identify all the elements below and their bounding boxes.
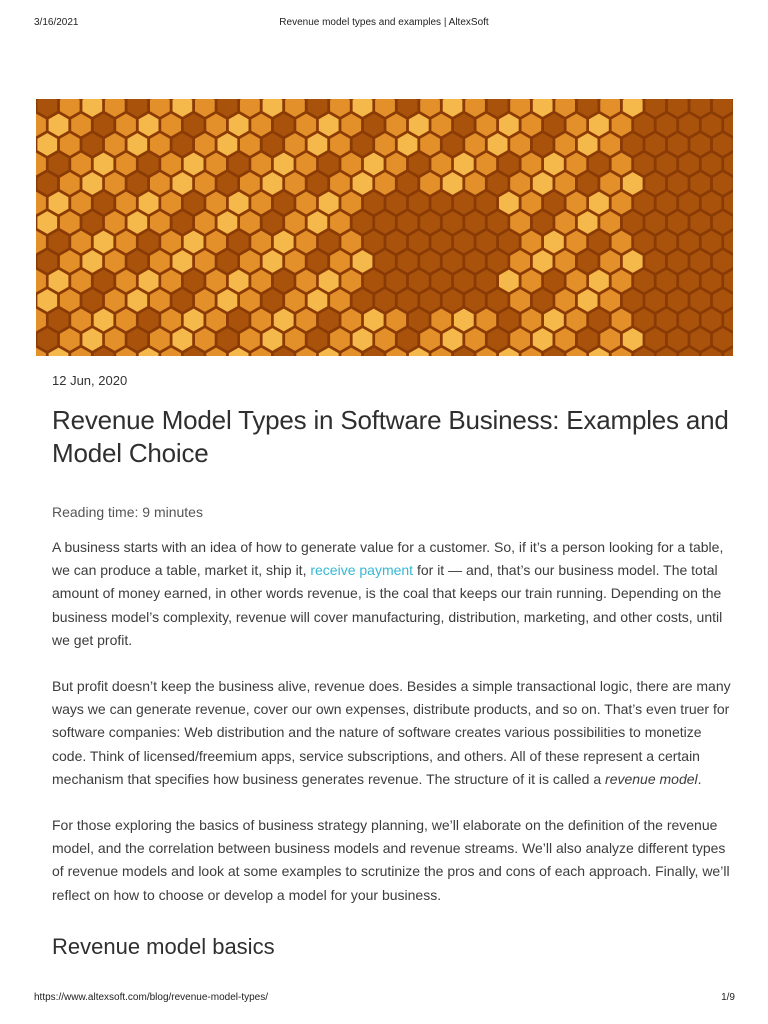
paragraph-text: . xyxy=(697,770,702,787)
print-header xyxy=(0,17,768,31)
paragraph-revenue xyxy=(52,675,732,791)
print-footer xyxy=(0,992,768,1006)
paragraph-text: A business starts with an idea of how to generate value for a customer. So, if it’s a person looking for a table, we can produce a table, market it, ship it, xyxy=(52,539,724,579)
receive-payment-link[interactable]: receive payment xyxy=(310,562,414,579)
paragraph-text: for it — and, that’s our business model. The total amount of money earned, in other words revenue, is the coal that keeps our train running. Depending on the business model’s complexity, revenue will cover manufacturing, distribution, marketing, and other costs, until we get profit. xyxy=(52,562,723,648)
print-url: https://www.altexsoft.com/blog/revenue-model-types/ xyxy=(34,992,268,1003)
honeycomb-graphic xyxy=(36,99,733,356)
article xyxy=(52,372,732,961)
hero-image-honeycomb xyxy=(36,99,733,356)
article-title: Revenue Model Types in Software Business: Examples and Model Choice xyxy=(52,405,729,468)
page-number: 1/9 xyxy=(721,992,735,1003)
paragraph-intro xyxy=(52,536,732,652)
section-heading: Revenue model basics xyxy=(52,933,275,959)
paragraph-overview: For those exploring the basics of business strategy planning, we’ll elaborate on the definition of the revenue model, and the correlation between business models and revenue streams. We’ll also analyze different types of revenue models and look at some examples to scrutinize the pros and cons of each approach. Finally, we’ll reflect on how to choose or develop a model for your business. xyxy=(52,817,730,903)
paragraph-text: But profit doesn’t keep the business alive, revenue does. Besides a simple transactional logic, there are many ways we can generate revenue, cover our own expenses, distribute products, and so on. That’s even truer for software companies: Web distribution and the nature of software creates various possibilities to monetize code. Think of licensed/freemium apps, service subscriptions, and others. All of these represent a certain mechanism that specifies how business generates revenue. The structure of it is called a xyxy=(52,678,731,787)
publish-date: 12 Jun, 2020 xyxy=(52,373,128,388)
reading-time: Reading time: 9 minutes xyxy=(52,504,203,520)
emphasis-revenue-model: revenue model xyxy=(605,770,698,787)
print-page-title: Revenue model types and examples | AltexSoft xyxy=(279,17,489,28)
print-date: 3/16/2021 xyxy=(34,17,79,28)
